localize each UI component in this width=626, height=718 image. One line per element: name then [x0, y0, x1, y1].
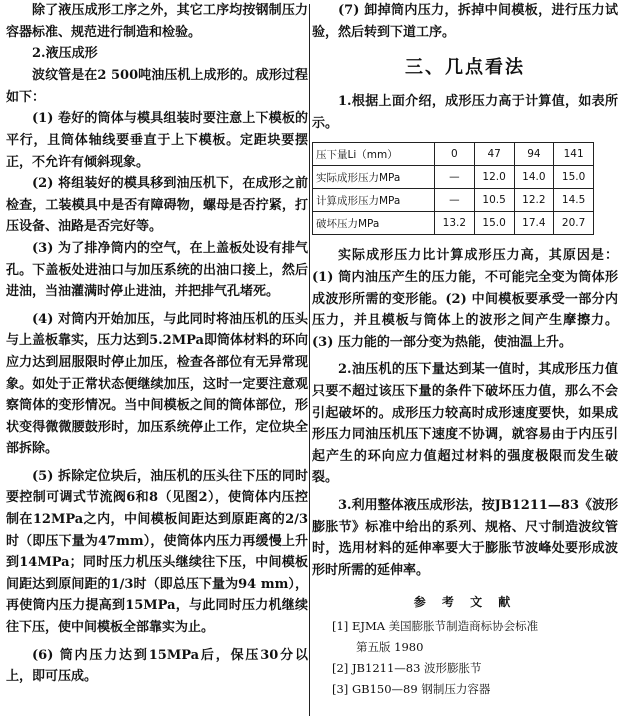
paragraph-step-5: (5) 拆除定位块后，油压机的压头往下压的同时要控制可调式节流阀6和8（见图2），使筒体内压控制在12MPa之内，中间模板间距达到原距离的2/3时（即压下量为47mm），使筒体内压力再缓慢上升到14MPa；同时压力机压头继续往下压，中间模板间距达到原间距的1/3时（即总压下量为94 mm），再使筒内压力提高到15MPa，与此同时压力机继续往下压，使中间模板全部靠实为止。: [6, 468, 308, 636]
table-cell: 实际成形压力MPa: [313, 166, 435, 189]
table-row: [313, 189, 594, 212]
reference-item: [1] EJMA 美国膨胀节制造商标协会标准: [332, 619, 539, 634]
right-column: [312, 0, 618, 718]
paragraph-opinion-2: 2.油压机的压下量达到某一值时，其成形压力值只要不超过该压下量的条件下破坏压力值，那么不会引起破坏的。成形压力较高时成形速度要快，如果成形压力同油压机压下速度不协调，就容易由于内压引起产生的环向应力值超过材料的强度极限而发生破裂。: [312, 362, 618, 486]
table-cell: 12.0: [474, 166, 514, 189]
paragraph-step-1: (1) 卷好的筒体与模具组装时要注意上下模板的平行，且筒体轴线要垂直于上下模板。定距块要摆正，不允许有倾斜现象。: [6, 111, 308, 170]
table-cell: —: [435, 166, 475, 189]
table-cell: 15.0: [474, 212, 514, 235]
column-divider: [309, 4, 310, 716]
paragraph-reasons: 实际成形压力比计算成形压力高，其原因是：(1) 筒内油压产生的压力能，不可能完全变为筒体形成波形所需的变形能。(2) 中间模板要承受一部分内压力，并且模板与筒体上的波形之间产生摩擦力。(3) 压力能的一部分变为热能，使油温上升。: [312, 248, 618, 350]
table-cell: 141: [554, 143, 594, 166]
table-row: [313, 166, 594, 189]
table-cell: 0: [435, 143, 475, 166]
subsection-heading-hydraulic-forming: 2.液压成形: [32, 46, 98, 62]
table-cell: 47: [474, 143, 514, 166]
table-cell: 12.2: [514, 189, 554, 212]
paragraph-forming-overview: 波纹管是在2 500吨油压机上成形的。成形过程如下：: [6, 68, 308, 105]
paragraph-step-2: (2) 将组装好的模具移到油压机下，在成形之前检查，工装模具中是否有障碍物，螺母是否拧紧，打压设备、油路是否完好等。: [6, 176, 308, 235]
references-heading: 参 考 文 献: [413, 595, 517, 610]
paragraph-intro: 除了液压成形工序之外，其它工序均按钢制压力容器标准、规范进行制造和检验。: [6, 3, 308, 40]
reference-item: [3] GB150—89 钢制压力容器: [332, 682, 491, 697]
reference-item: [2] JB1211—83 波形膨胀节: [332, 661, 482, 676]
paragraph-step-3: (3) 为了排净筒内的空气，在上盖板处设有排气孔。下盖板处进油口与加压系统的出油口接上，然后进油，当油灌满时停止进油，并把排气孔堵死。: [6, 240, 308, 300]
paragraph-opinion-3: 3.利用整体液压成形法，按JB1211—83《波形膨胀节》标准中给出的系列、规格、尺寸制造波纹管时，选用材料的延伸率要大于膨胀节波峰处要形成波形时所需的延伸率。: [312, 497, 618, 578]
left-column: [6, 0, 308, 718]
table-cell: 压下量Li（mm）: [313, 143, 435, 166]
reference-item-continuation: 第五版 1980: [356, 640, 424, 655]
table-cell: 94: [514, 143, 554, 166]
table-row: [313, 143, 594, 166]
paragraph-step-6: (6) 筒内压力达到15MPa后，保压30分以上，即可压成。: [6, 647, 308, 685]
table-cell: 破坏压力MPa: [313, 212, 435, 235]
paragraph-step-4: (4) 对筒内开始加压，与此同时将油压机的压头与上盖板靠实，压力达到5.2MPa即筒体材料的环向应力达到屈服限时停止加压，检查各部位有无异常现象。如处于正常状态便继续加压，这时一定要注意观察筒体的变形情况。当中间模板之间的筒体部位，形状变得微微腰鼓形时，加压系统停止工作，定位块全部拆除。: [6, 311, 308, 457]
pressure-table: [312, 142, 594, 235]
table-row: [313, 212, 594, 235]
table-cell: 17.4: [514, 212, 554, 235]
table-cell: 14.0: [514, 166, 554, 189]
paragraph-table-intro: 1.根据上面介绍，成形压力高于计算值，如表所示。: [312, 94, 618, 131]
paragraph-step-7: (7) 卸掉筒内压力，拆掉中间模板，进行压力试验，然后转到下道工序。: [312, 3, 618, 40]
table-cell: 20.7: [554, 212, 594, 235]
table-cell: 计算成形压力MPa: [313, 189, 435, 212]
table-cell: 10.5: [474, 189, 514, 212]
table-cell: 15.0: [554, 166, 594, 189]
section-heading-opinions: 三、几点看法: [405, 57, 525, 79]
table-cell: —: [435, 189, 475, 212]
table-cell: 14.5: [554, 189, 594, 212]
table-cell: 13.2: [435, 212, 475, 235]
